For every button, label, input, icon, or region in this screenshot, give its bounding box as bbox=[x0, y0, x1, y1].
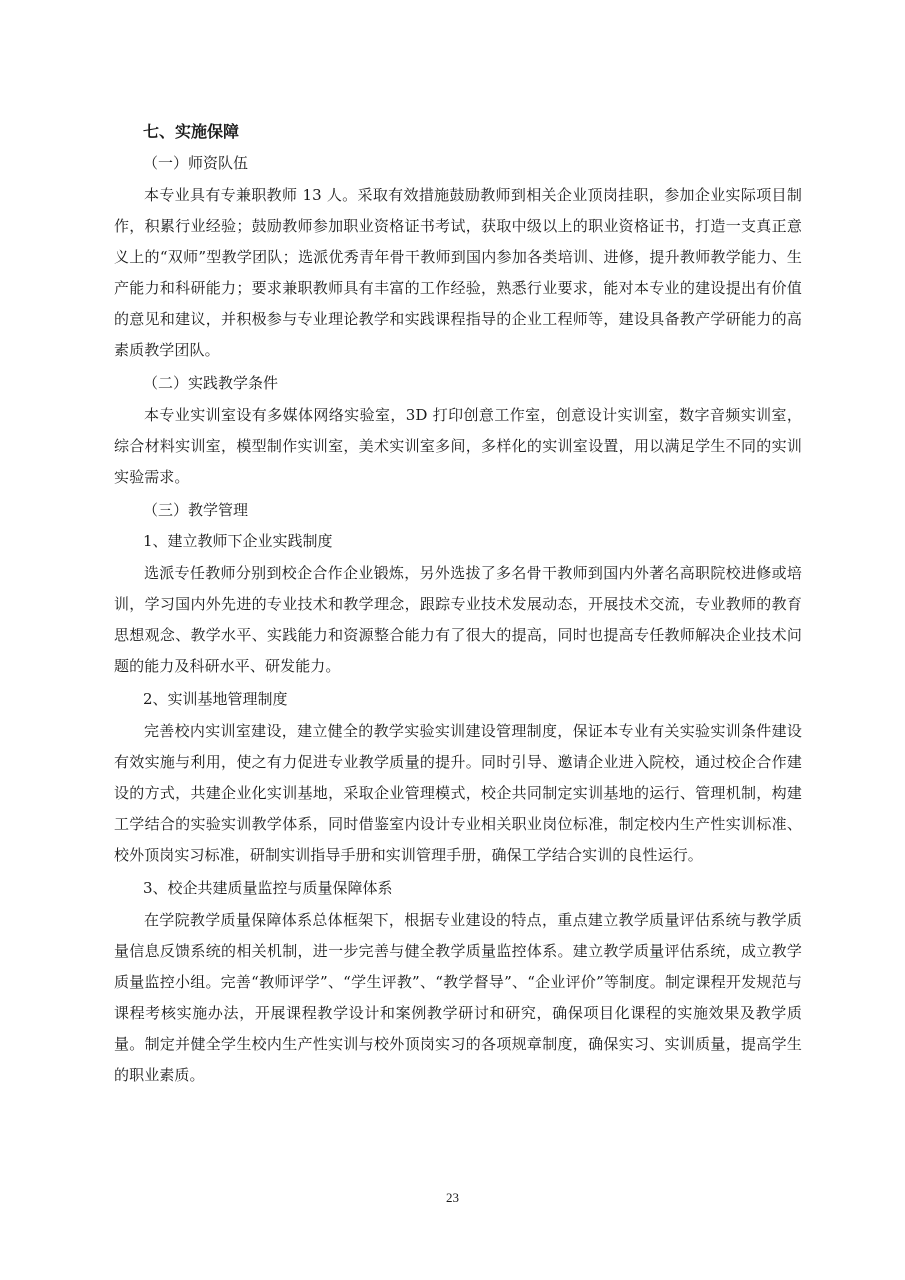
paragraph-training-base: 完善校内实训室建设，建立健全的教学实验实训建设管理制度，保证本专业有关实验实训条件建设有效实施与利用，使之有力促进专业教学质量的提升。同时引导、邀请企业进入院校，通过校企合作建设的方式，共建企业化实训基地，采取企业管理模式，校企共同制定实训基地的运行、管理机制，构建工学结合的实验实训教学体系，同时借鉴室内设计专业相关职业岗位标准，制定校内生产性实训标准、校外顶岗实习标准，研制实训指导手册和实训管理手册，确保工学结合实训的良性运行。 bbox=[114, 722, 802, 864]
paragraph-quality-system: 在学院教学质量保障体系总体框架下，根据专业建设的特点，重点建立教学质量评估系统与教学质量信息反馈系统的相关机制，进一步完善与健全教学质量监控体系。建立教学质量评估系统，成立教学质量监控小组。完善“教师评学”、“学生评教”、“教学督导”、“企业评价”等制度。制定课程开发规范与课程考核实施办法，开展课程教学设计和案例教学研讨和研究，确保项目化课程的实施效果及教学质量。制定并健全学生校内生产性实训与校外顶岗实习的各项规章制度，确保实习、实训质量，提高学生的职业素质。 bbox=[114, 911, 802, 1084]
section-title: 七、实施保障 bbox=[143, 122, 240, 141]
page-number: 23 bbox=[446, 1190, 459, 1205]
subsection-heading-teaching-management: （三）教学管理 bbox=[143, 501, 249, 519]
item-heading-quality-system: 3、校企共建质量监控与质量保障体系 bbox=[143, 879, 393, 897]
item-heading-training-base: 2、实训基地管理制度 bbox=[143, 690, 288, 708]
item-heading-enterprise-practice: 1、建立教师下企业实践制度 bbox=[143, 532, 333, 550]
page-content bbox=[114, 118, 802, 1094]
subsection-heading-faculty: （一）师资队伍 bbox=[143, 154, 249, 172]
paragraph-enterprise-practice: 选派专任教师分别到校企合作企业锻炼，另外选拔了多名骨干教师到国内外著名高职院校进修或培训，学习国内外先进的专业技术和教学理念，跟踪专业技术发展动态，开展技术交流，专业教师的教育思想观念、教学水平、实践能力和资源整合能力有了很大的提高，同时也提高专任教师解决企业技术问题的能力及科研水平、研发能力。 bbox=[114, 564, 802, 675]
subsection-heading-practice-conditions: （二）实践教学条件 bbox=[143, 374, 279, 392]
paragraph-practice-conditions: 本专业实训室设有多媒体网络实验室，3D 打印创意工作室，创意设计实训室，数字音频实训室，综合材料实训室，模型制作实训室，美术实训室多间，多样化的实训室设置，用以满足学生不同的实训实验需求。 bbox=[114, 406, 802, 486]
paragraph-faculty: 本专业具有专兼职教师 13 人。采取有效措施鼓励教师到相关企业顶岗挂职，参加企业实际项目制作，积累行业经验；鼓励教师参加职业资格证书考试，获取中级以上的职业资格证书，打造一支真正意义上的“双师”型教学团队；选派优秀青年骨干教师到国内参加各类培训、进修，提升教师教学能力、生产能力和科研能力；要求兼职教师具有丰富的工作经验，熟悉行业要求，能对本专业的建设提出有价值的意见和建议，并积极参与专业理论教学和实践课程指导的企业工程师等，建设具备教产学研能力的高素质教学团队。 bbox=[114, 186, 802, 359]
